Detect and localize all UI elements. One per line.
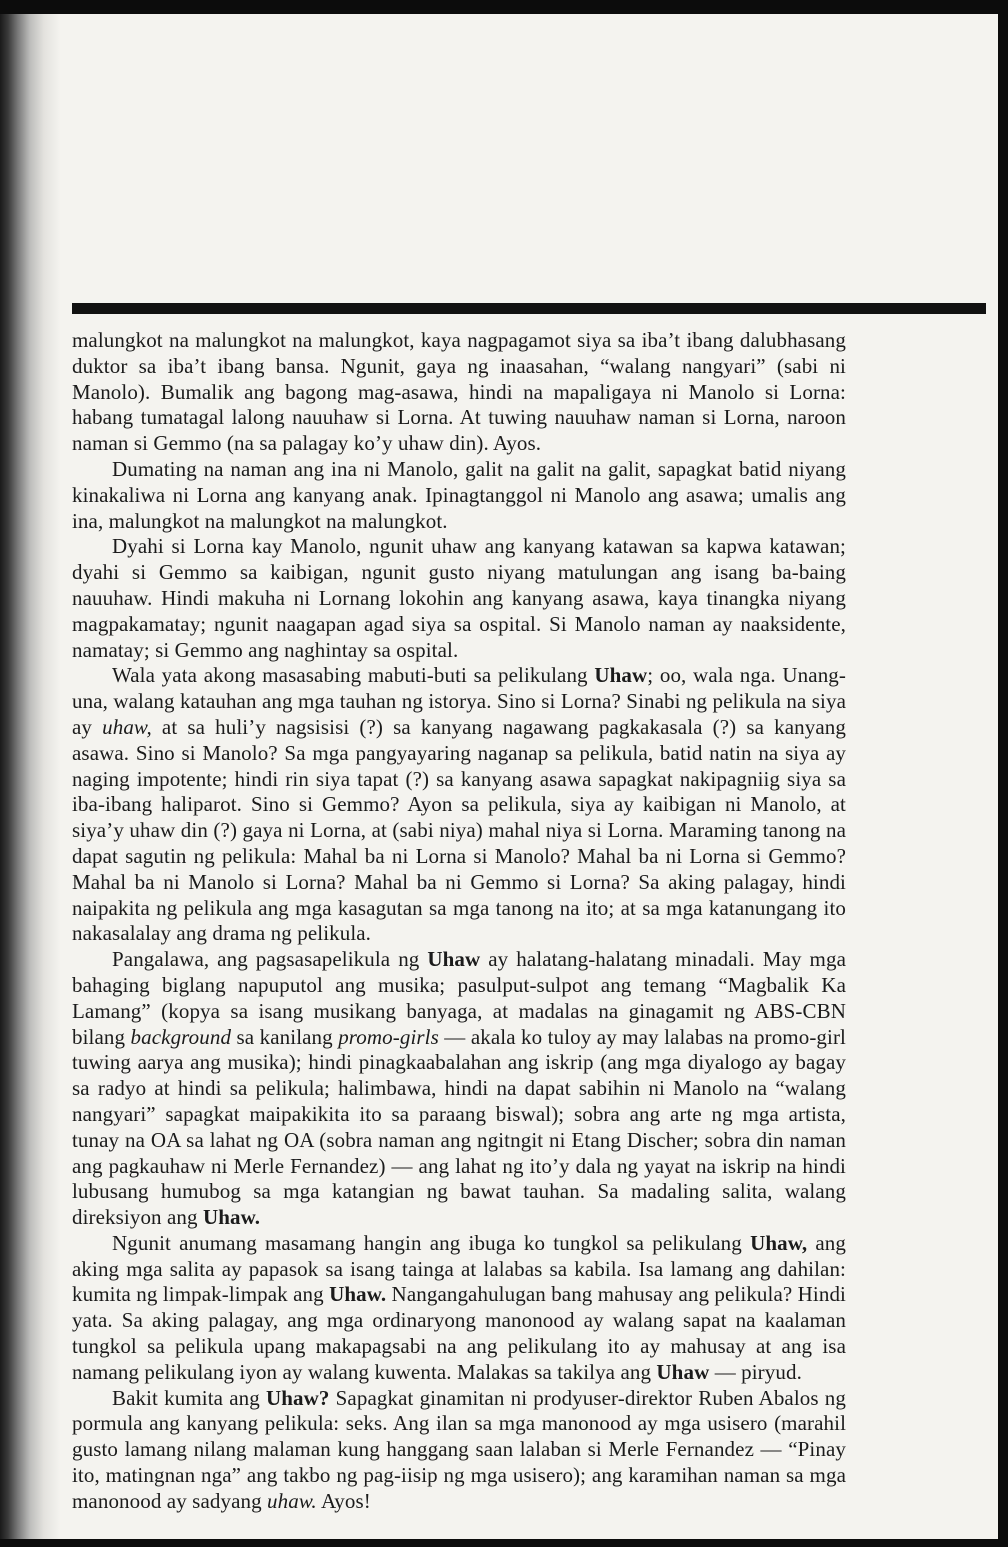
film-title-bold: Uhaw,	[750, 1230, 808, 1255]
show-through-from-reverse-page	[120, 70, 940, 280]
paragraph-text: ; oo, wala nga. Unang-una, walang katauhan ang mga tauhan ng istorya. Sino si Lorna? Sinabi ng pelikula na siya ay	[72, 663, 846, 739]
film-title-bold: Uhaw.	[329, 1282, 387, 1307]
paragraph-text: ang aking mga salita ay papasok sa isang tainga at lalabas sa kabila. Isa lamang ang dahilan: kumita ng limpak-limpak ang	[72, 1230, 846, 1307]
paragraph-text: — akala ko tuloy ay may lalabas na promo-girl tuwing aarya ang musika); hindi pinagkaabalahan ang iskrip (ang mga diyalogo ay bagay sa radyo at hindi sa pelikula; halimbawa, hindi na dapat sabihin ni Manolo na “walang nangyari” sapagkat maipakikita ito sa paraang biswal); sobra ang arte ng mga artista, tunay na OA sa lahat ng OA (sobra naman ang ngitngit ni Etang Discher; sobra din naman ang pagkauhaw ni Merle Fernandez) — ang lahat ng ito’y dala ng yayat na iskrip na hindi lubusang humubog sa mga katangian ng bawat tauhan. Sa madaling salita, walang direksiyon ang	[72, 1024, 846, 1230]
paragraph	[72, 534, 846, 663]
paragraph-text: Wala yata akong masasabing mabuti-buti sa pelikulang	[112, 663, 595, 688]
book-binding-shadow	[0, 0, 60, 1547]
paragraph	[72, 663, 846, 947]
paragraph	[72, 1231, 846, 1386]
paragraph	[72, 947, 846, 1231]
paragraph-text: sa kanilang	[231, 1024, 339, 1049]
film-title-bold: Uhaw	[427, 947, 481, 972]
scan-border-bottom	[0, 1539, 1008, 1547]
paragraph-text: Pangalawa, ang pagsasapelikula ng	[112, 947, 428, 972]
paragraph-text: at sa huli’y nagsisisi (?) sa kanyang nagawang pagkakasala (?) sa kanyang asawa. Sino si Manolo? Sa mga pangyayaring naganap sa pelikula, batid natin na siya ay naging impotente; hindi rin siya tapat (?) sa kanyang asawa sapagkat nakipagniig siya sa iba-ibang haliparot. Sino si Gemmo? Ayon sa pelikula, siya ay kaibigan ni Manolo, at siya’y uhaw din (?) gaya ni Lorna, at (sabi niya) mahal niya si Lorna. Maraming tanong na dapat sagutin ng pelikula: Mahal ba ni Lorna si Manolo? Mahal ba ni Lorna si Gemmo? Mahal ba ni Manolo si Lorna? Mahal ba ni Gemmo si Lorna? Sa aking palagay, hindi naipakita ng pelikula ang mga kasagutan sa mga tanong na ito; at sa mga katanungang ito nakasalalay ang drama ng pelikula.	[72, 714, 846, 946]
italic-term: uhaw.	[267, 1488, 317, 1513]
paragraph-text: Dyahi si Lorna kay Manolo, ngunit uhaw ang kanyang katawan sa kapwa katawan; dyahi si Gemmo sa kaibigan, ngunit gusto niyang matulungan ang isang ba-baing nauuhaw. Hindi makuha ni Lornang lokohin ang kanyang asawa, kaya tinangka niyang magpakamatay; ngunit naagapan agad siya sa ospital. Si Manolo naman ay naaksidente, namatay; si Gemmo ang naghintay sa ospital.	[72, 534, 846, 662]
paragraph-text: Nangangahulugan bang mahusay ang pelikula? Hindi yata. Sa aking palagay, ang mga ordinaryong manonood ay walang sapat na kaalaman tungkol sa pelikula upang makapagsabi na ang pelikulang ito ay mahusay at ang isa namang pelikulang iyon ay walang kuwenta. Malakas sa takilya ang	[72, 1282, 846, 1384]
paragraph-text: Ayos!	[316, 1488, 371, 1513]
film-title-bold: Uhaw.	[202, 1205, 261, 1230]
paragraph	[72, 328, 846, 457]
paragraph	[72, 457, 846, 534]
film-title-bold: Uhaw	[656, 1359, 710, 1384]
paragraph-text: ay halatang-halatang minadali. May mga bahaging biglang napuputol ang musika; pasulput-sulpot ang temang “Magbalik Ka Lamang” (kopya sa isang musikang banyaga, at madalas na ginagamit ng ABS-CBN bilang	[72, 947, 847, 1049]
paragraph-text: Ngunit anumang masamang hangin ang ibuga ko tungkol sa pelikulang	[112, 1230, 751, 1255]
scan-border-top	[0, 0, 1008, 14]
film-title-bold: Uhaw	[594, 663, 648, 688]
article-body	[72, 328, 846, 1515]
italic-term: promo-girls	[338, 1024, 439, 1049]
paragraph-text: malungkot na malungkot na malungkot, kaya nagpagamot siya sa iba’t ibang dalubhasang duktor sa iba’t ibang bansa. Ngunit, gaya ng inaasahan, “walang nangyari” (sabi ni Manolo). Bumalik ang bagong mag-asawa, hindi na mapaligaya ni Manolo si Lorna: habang tumatagal lalong nauuhaw si Lorna. At tuwing nauuhaw naman si Lorna, naroon naman si Gemmo (na sa palagay ko’y uhaw din). Ayos.	[72, 328, 846, 456]
paragraph	[72, 1386, 846, 1515]
scan-border-right	[998, 0, 1008, 1547]
paragraph-text: Bakit kumita ang	[112, 1385, 266, 1410]
film-title-bold: Uhaw?	[265, 1385, 330, 1410]
italic-term: background	[130, 1024, 232, 1049]
italic-term: uhaw,	[102, 714, 152, 739]
header-rule	[72, 303, 986, 314]
paragraph-text: — piryud.	[709, 1359, 802, 1384]
paragraph-text: Dumating na naman ang ina ni Manolo, galit na galit na galit, sapagkat batid niyang kinakaliwa ni Lorna ang kanyang anak. Ipinagtanggol ni Manolo ang asawa; umalis ang ina, malungkot na malungkot na malungkot.	[72, 456, 846, 533]
paragraph-text: Sapagkat ginamitan ni prodyuser-direktor Ruben Abalos ng pormula ang kanyang pelikula: seks. Ang ilan sa mga manonood ay mga usisero (marahil gusto lamang nilang malaman kung hanggang saan lalaban si Merle Fernandez — “Pinay ito, matingnan nga” ang takbo ng pag-iisip ng mga usisero); ang karamihan naman sa mga manonood ay sadyang	[72, 1385, 846, 1513]
